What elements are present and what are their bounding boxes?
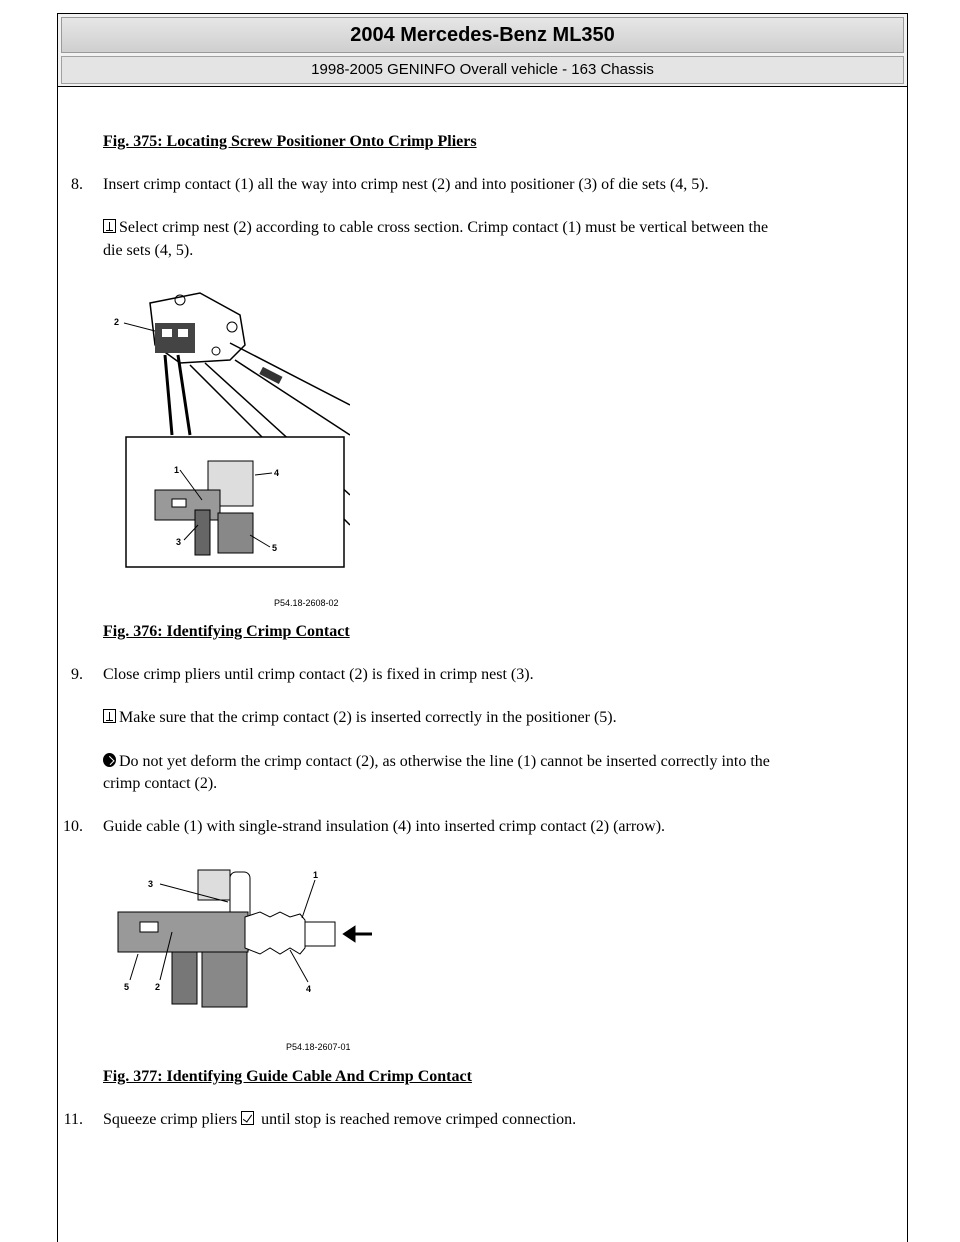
step9-text: Close crimp pliers until crimp contact (2) is fixed in crimp nest (3). [103, 666, 534, 683]
step11-text-after: until stop is reached remove crimped connection. [261, 1111, 577, 1128]
positioner-5 [172, 952, 197, 1004]
die-set-lower [202, 952, 247, 1007]
step8-note [103, 217, 768, 238]
fig377-callout-1: 1 [313, 870, 319, 880]
step9-note-text: Make sure that the crimp contact (2) is inserted correctly in the positioner (5). [119, 709, 617, 726]
step8-text: Insert crimp contact (1) all the way into crimp nest (2) and into positioner (3) of die sets (4, 5). [103, 176, 709, 193]
contact-window [140, 922, 158, 932]
fig376-callout-4: 4 [274, 468, 280, 478]
fig376-callout-2: 2 [114, 317, 120, 327]
detail-leader [165, 355, 190, 435]
pliers-latch [259, 367, 282, 384]
right-frame-line [907, 87, 908, 1242]
fig376-caption: Fig. 376: Identifying Crimp Contact [103, 623, 350, 640]
callout-4-line [290, 950, 308, 982]
step10-text: Guide cable (1) with single-strand insulation (4) into inserted crimp contact (2) (arrow). [103, 818, 666, 835]
fig376-callout-1: 1 [174, 465, 180, 475]
step9-warning [103, 751, 770, 772]
fig376-callout-3: 3 [176, 537, 182, 547]
step11-number: 11. [63, 1111, 83, 1128]
step9-note [103, 707, 617, 728]
page-header [57, 13, 908, 87]
fig377-code: P54.18-2607-01 [286, 1042, 351, 1052]
callout-5-line [130, 954, 138, 980]
fig377-callout-5: 5 [124, 982, 130, 992]
info-icon [103, 709, 116, 723]
crimp-die-slot [162, 329, 172, 337]
step11-text [103, 1109, 576, 1130]
single-strand-insulation-4 [245, 912, 305, 954]
fig376-callout-5: 5 [272, 543, 278, 553]
info-icon [103, 219, 116, 233]
fig375-caption: Fig. 375: Locating Screw Positioner Onto Crimp Pliers [103, 133, 477, 150]
positioner-3 [195, 510, 210, 555]
fig377-illustration [110, 862, 380, 1057]
step9-warning-line1: Do not yet deform the crimp contact (2), as otherwise the line (1) cannot be inserted correctly into the [119, 753, 770, 770]
cable-1 [305, 922, 335, 946]
callout-1-line [302, 880, 315, 918]
fig376-illustration [110, 285, 350, 610]
pliers-handle [230, 343, 350, 435]
fig377-callout-4: 4 [306, 984, 312, 994]
checkmark-icon [241, 1111, 254, 1125]
document-title: 2004 Mercedes-Benz ML350 [61, 17, 904, 53]
step8-note-line1: Select crimp nest (2) according to cable cross section. Crimp contact (1) must be vertical between the [119, 219, 769, 236]
insertion-arrow-icon [345, 928, 372, 940]
fig377-caption: Fig. 377: Identifying Guide Cable And Crimp Contact [103, 1068, 472, 1085]
crimp-die-slot [178, 329, 188, 337]
warning-icon [103, 753, 116, 767]
step8-note-line2: die sets (4, 5). [103, 242, 194, 259]
fig377-callout-2: 2 [155, 982, 161, 992]
document-subtitle: 1998-2005 GENINFO Overall vehicle - 163 Chassis [61, 56, 904, 84]
callout-2-line [124, 323, 155, 331]
die-set-5 [218, 513, 253, 553]
step9-warning-line2: crimp contact (2). [103, 775, 218, 792]
step9-number: 9. [71, 666, 83, 683]
step10-number: 10. [63, 818, 83, 835]
crimp-nest [118, 912, 248, 952]
fig377-callout-3: 3 [148, 879, 154, 889]
step8-number: 8. [71, 176, 83, 193]
step11-text-before: Squeeze crimp pliers [103, 1111, 238, 1128]
contact-window [172, 499, 186, 507]
fig376-code: P54.18-2608-02 [274, 598, 339, 608]
crimp-die [155, 323, 195, 353]
